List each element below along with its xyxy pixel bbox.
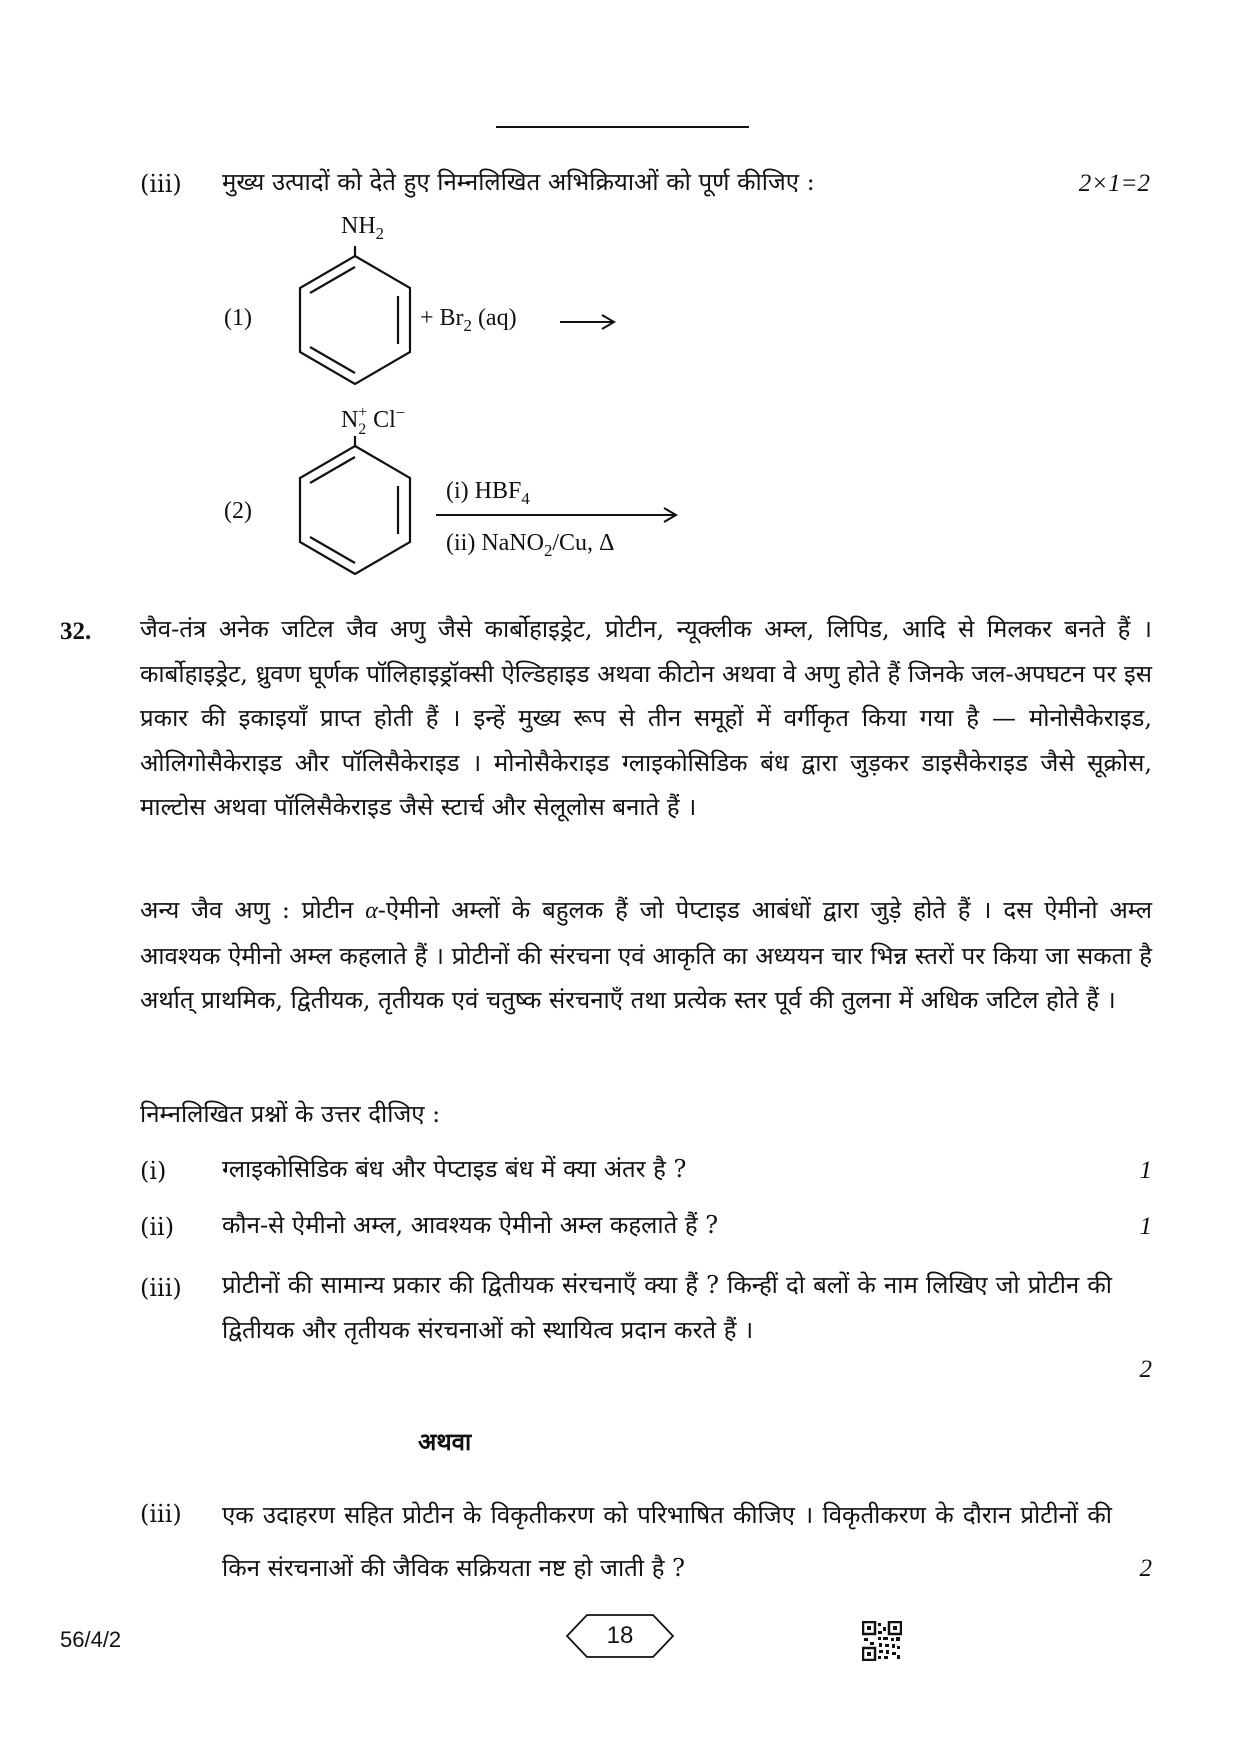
question-32-number: 32. bbox=[60, 618, 92, 645]
reagent-nano2-cu: (ii) NaNO$_2$/Cu, Δ bbox=[446, 530, 615, 560]
diazonium-substituent: N + 2 Cl− bbox=[341, 403, 406, 439]
reaction-1-arrow-icon bbox=[560, 312, 618, 332]
benzene-ring-diazonium bbox=[290, 436, 420, 576]
q32-sub-iii-text: प्रोटीनों की सामान्य प्रकार की द्वितीयक संरचनाएँ क्या हैं ? किन्हीं दो बलों के नाम लिखिए जो प्रोटीन की द्वितीयक और तृतीयक संरचनाओं को स्थायित्व प्रदान करते हैं । bbox=[222, 1271, 1112, 1344]
top-divider bbox=[496, 126, 749, 128]
or-separator: अथवा bbox=[418, 1427, 472, 1456]
q32-passage-1: जैव-तंत्र अनेक जटिल जैव अणु जैसे कार्बोहाइड्रेट, प्रोटीन, न्यूक्लीक अम्ल, लिपिड, आदि से मिलकर बनते हैं । कार्बोहाइड्रेट, ध्रुवण घूर्णक पॉलिहाइड्रॉक्सी ऐल्डिहाइड अथवा कीटोन अथवा वे अणु होते हैं जिनके जल-अपघटन पर इस प्रकार की इकाइयाँ प्राप्त होती हैं । इन्हें मुख्य रूप से तीन समूहों में वर्गीकृत किया गया है — मोनोसैकेराइड, ओलिगोसैकेराइड और पॉलिसैकेराइड । मोनोसैकेराइड ग्लाइकोसिडिक बंध द्वारा जुड़कर डाइसैकेराइड जैसे सूक्रोस, माल्टोस अथवा पॉलिसैकेराइड जैसे स्टार्च और सेलूलोस बनाते हैं । bbox=[140, 615, 1152, 821]
part-iii-instruction: मुख्य उत्पादों को देते हुए निम्नलिखित अभिक्रियाओं को पूर्ण कीजिए : bbox=[222, 168, 815, 196]
benzene-ring-aniline bbox=[290, 246, 420, 386]
page-number-frame bbox=[565, 1613, 675, 1659]
q32-alt-iii-label: (iii) bbox=[140, 1500, 182, 1528]
q32-sub-i-label: (i) bbox=[140, 1157, 167, 1185]
q32-sub-iii-marks: 2 bbox=[1139, 1356, 1152, 1383]
q32-passage-2: अन्य जैव अणु : प्रोटीन α-ऐमीनो अम्लों के बहुलक हैं जो पेप्टाइड आबंधों द्वारा जुड़े होते हैं । दस ऐमीनो अम्ल आवश्यक ऐमीनो अम्ल कहलाते हैं । प्रोटीनों की संरचना एवं आकृति का अध्ययन चार भिन्न स्तरों पर किया जा सकता है अर्थात् प्राथमिक, द्वितीयक, तृतीयक एवं चतुष्क संरचनाएँ तथा प्रत्येक स्तर पूर्व की तुलना में अधिक जटिल होते हैं । bbox=[140, 896, 1152, 1014]
amino-substituent: $NH_2$ bbox=[341, 213, 385, 243]
paper-code: 56/4/2 bbox=[60, 1627, 122, 1652]
q32-sub-i-marks: 1 bbox=[1139, 1157, 1152, 1184]
q32-sub-ii-text: कौन-से ऐमीनो अम्ल, आवश्यक ऐमीनो अम्ल कहलाते हैं ? bbox=[222, 1211, 719, 1239]
q32-sub-iii-label: (iii) bbox=[140, 1274, 182, 1302]
q32-alt-iii-marks: 2 bbox=[1139, 1555, 1152, 1582]
reaction-1-reagent: + $Br_2$ (aq) bbox=[420, 305, 517, 335]
q32-alt-iii-text: एक उदाहरण सहित प्रोटीन के विकृतीकरण को परिभाषित कीजिए । विकृतीकरण के दौरान प्रोटीनों की किन संरचनाओं की जैविक सक्रियता नष्ट हो जाती है ? bbox=[222, 1501, 1112, 1582]
reaction-1-label: (1) bbox=[224, 305, 252, 331]
reaction-2-label: (2) bbox=[224, 498, 252, 524]
q32-sub-ii-label: (ii) bbox=[140, 1213, 175, 1241]
page-number: 18 bbox=[606, 1622, 634, 1649]
reaction-2-arrow-icon bbox=[436, 505, 680, 525]
part-iii-marks: 2×1=2 bbox=[1078, 170, 1150, 197]
q32-instruction: निम्नलिखित प्रश्नों के उत्तर दीजिए : bbox=[140, 1100, 441, 1128]
q32-sub-ii-marks: 1 bbox=[1139, 1213, 1152, 1240]
qr-code-icon bbox=[862, 1621, 902, 1661]
part-iii-label: (iii) bbox=[140, 170, 182, 198]
reagent-hbf4: (i) $HBF_4$ bbox=[446, 478, 530, 508]
q32-sub-i-text: ग्लाइकोसिडिक बंध और पेप्टाइड बंध में क्या अंतर है ? bbox=[222, 1155, 687, 1183]
